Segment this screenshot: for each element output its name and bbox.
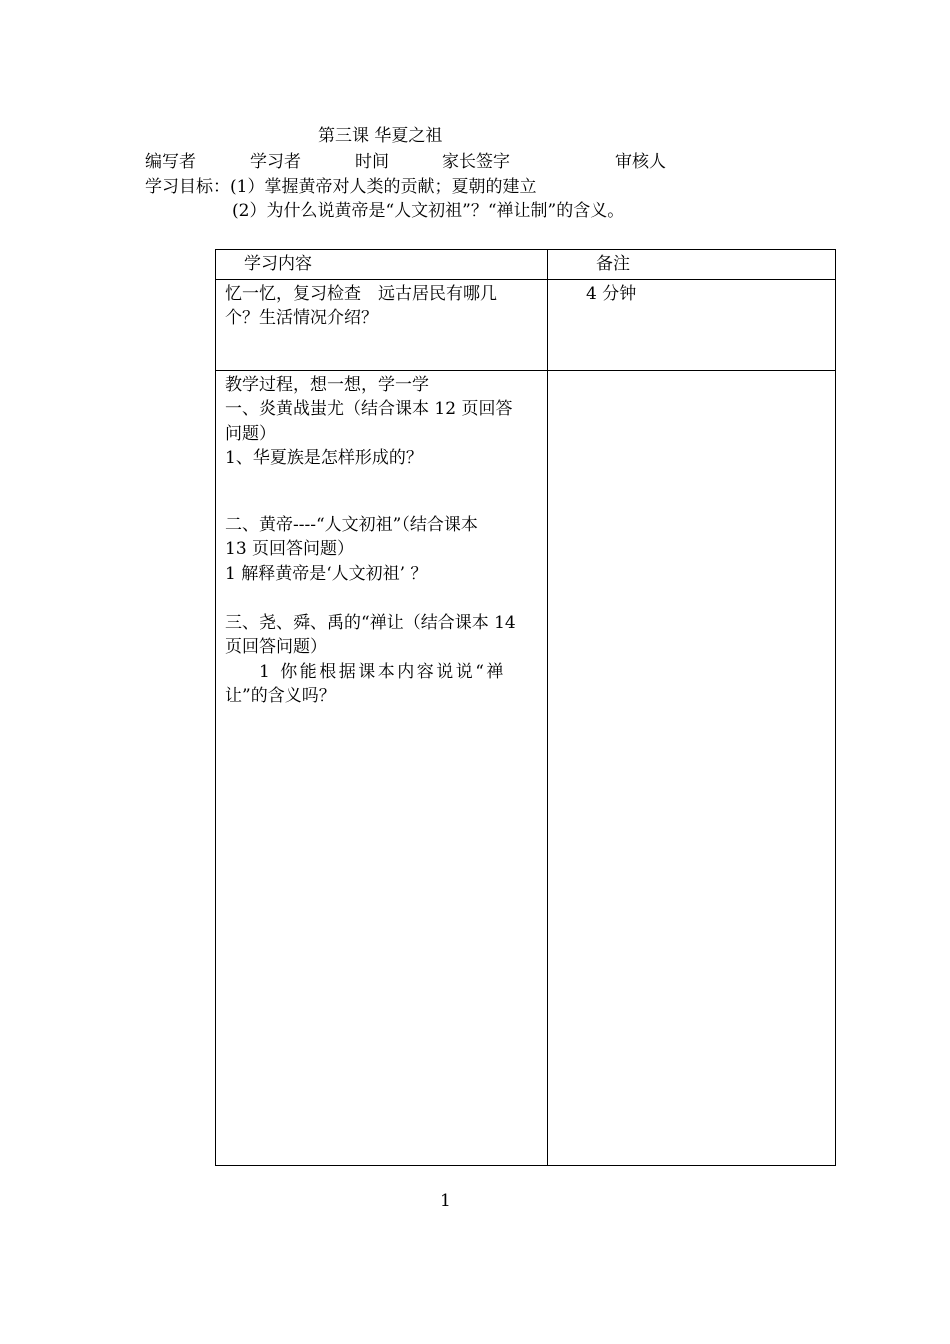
study-table [215, 249, 836, 1166]
reviewer-label: 审核人 [615, 152, 666, 172]
process-line-5: 二、黄帝----“人文初祖”（结合课本 [225, 514, 478, 535]
header-note: 备注 [548, 250, 836, 280]
process-line-1: 教学过程，想一想，学一学 [225, 374, 429, 395]
author-label: 编写者 [145, 152, 196, 172]
blank-space [225, 586, 539, 611]
process-line-10: 1 你能根据课本内容说说“禅 [259, 661, 506, 682]
lesson-title: 第三课 华夏之祖 [318, 126, 443, 146]
process-content [216, 370, 548, 1165]
review-row [216, 279, 836, 370]
review-note: 4 分钟 [548, 279, 836, 370]
process-line-8: 三、尧、舜、禹的“禅让（结合课本 14 [225, 612, 516, 633]
page-number: 1 [440, 1191, 451, 1211]
table-header-row [216, 250, 836, 280]
header-content: 学习内容 [216, 250, 548, 280]
process-row [216, 370, 836, 1165]
parent-sign-label: 家长签字 [442, 152, 510, 172]
meta-row [145, 150, 705, 174]
learning-goal-1: 学习目标：(1）掌握黄帝对人类的贡献；夏朝的建立 [145, 177, 537, 197]
process-line-7: 1 解释黄帝是‘人文初祖’ ？ [225, 563, 428, 584]
process-line-3: 问题） [225, 423, 276, 444]
review-line-1: 忆一忆，复习检查 远古居民有哪几 [225, 283, 497, 304]
review-content [216, 279, 548, 370]
blank-space [225, 471, 539, 513]
process-line-2: 一、炎黄战蚩尤（结合课本 12 页回答 [225, 399, 513, 419]
learner-label: 学习者 [250, 152, 301, 172]
process-line-4: 1、华夏族是怎样形成的？ [225, 448, 423, 468]
process-line-11: 让”的含义吗？ [225, 686, 336, 706]
time-label: 时间 [355, 152, 389, 172]
process-note [548, 370, 836, 1165]
learning-goal-2: (2）为什么说黄帝是“人文初祖”？“禅让制”的含义。 [232, 201, 625, 221]
process-line-6: 13 页回答问题） [225, 539, 355, 559]
process-line-9: 页回答问题） [225, 637, 327, 657]
review-line-2: 个？生活情况介绍？ [225, 308, 378, 328]
